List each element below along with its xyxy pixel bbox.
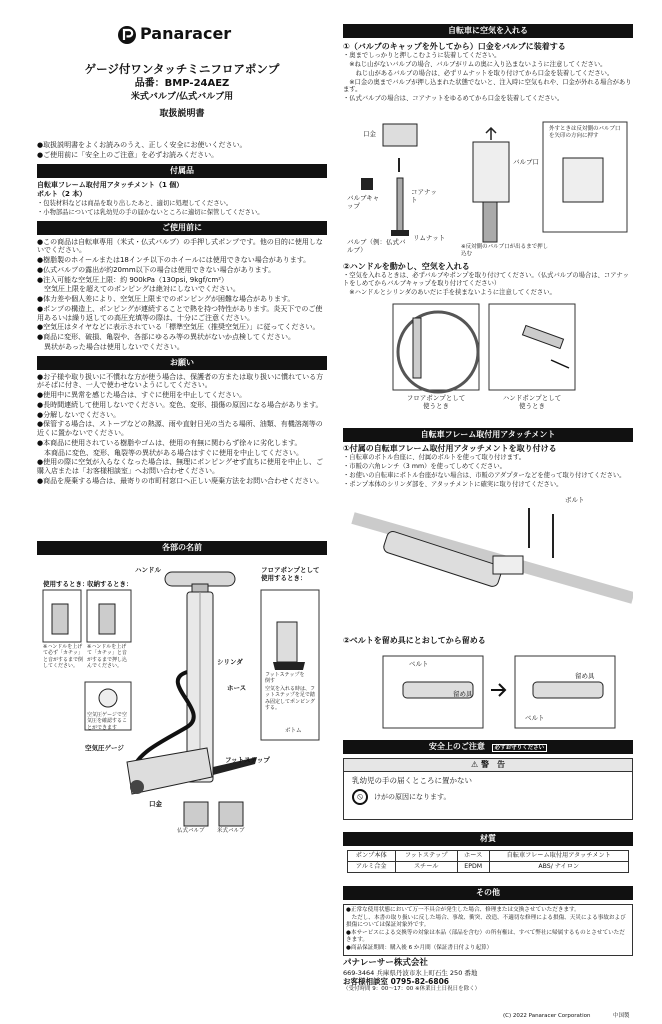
accessory-note: ・小物部品については乳幼児の手の届かないところに適切に保管してください。 (37, 208, 264, 216)
inflate-step2: ②ハンドルを動かし、空気を入れる (343, 262, 470, 271)
inflate-note: ・仏式バルブの場合は、コアナットをゆるめてから口金を装着してください。 (343, 95, 564, 103)
warning-line2-row (344, 787, 632, 807)
attach-step1: ①付属の自転車フレーム取付用アタッチメントを取り付ける (343, 444, 557, 453)
company-name: パナレーサー株式会社 (343, 958, 428, 968)
other-box (343, 904, 633, 956)
note-gauge: 空気圧ゲージで空気圧を確認することができます (87, 712, 128, 731)
material-col: 自転車フレーム取付用アタッチメント (489, 851, 629, 862)
parts-header: 各部の名前 (37, 541, 327, 555)
material-value: スチール (395, 861, 457, 872)
before-use-item: ●樹脂製のホイールまたは18インチ以下のホイールには使用できない場合があります。 (37, 256, 311, 265)
request-item: ●商品を廃棄する場合は、最寄りの市町村窓口へ正しい廃棄方法をお問い合わせください。 (37, 476, 324, 485)
request-item: ●保管する場合は、ストーブなどの熱源、雨や直射日光の当たる場所、油類、有機溶剤等の近くに置かないでください。 (37, 420, 323, 438)
warning-label: 警 告 (480, 760, 505, 769)
panaracer-logo-icon (118, 25, 136, 45)
before-use-item: ●空気圧はタイヤなどに表示されている「標準空気圧（推奨空気圧）」に従ってください。 (37, 323, 320, 332)
request-item: ●使用の際に空気が入らなくなった場合は、無理にポンピングせず直ちに使用を中止し、ご購入店または「お客様相談室」へお問い合わせください。 (37, 458, 323, 476)
inflate-step2-note: ※ハンドルとシリンダのあいだに手を挟まないように注意してください。 (343, 288, 556, 296)
prohibited-icon: ⦸ (352, 789, 368, 805)
brand-logo (118, 24, 248, 46)
accessories-header: 付属品 (37, 164, 327, 178)
label-floor-use: フロアポンプとして使用するとき： (261, 566, 320, 583)
copyright: (C) 2022 Panaracer Corporation (503, 1013, 591, 1019)
note-handle-up: ※ハンドルを上げて必ず「カチッ」と音がするまで倒してください。 (43, 644, 84, 669)
fig-flip-note: 外すときは反対側のバルブ口を矢印の方向に押す (549, 126, 621, 139)
requests-header: お願い (37, 356, 327, 370)
label-footstep: フットステップ (225, 756, 270, 764)
warning-box (343, 758, 633, 820)
note-handle-down: ※ハンドルを上げて「カチッ」と音がするまで押し込んでください。 (87, 644, 128, 669)
safety-tag: 必ずお守りください (492, 744, 548, 752)
safety-header (343, 740, 633, 754)
valve-diagram (343, 118, 633, 260)
label-cylinder: シリンダ (217, 658, 243, 666)
before-use-item: ●ポンプの構造上、ポンピングが連続することで熱を持つ特性があります。炎天下でのご使用あるいは繰り返しての高圧充填等の際は、十分にご注意ください。 (37, 304, 323, 322)
inflate-note: ・奥までしっかりと押しこむように装着してください。 (343, 52, 501, 59)
before-use-item: ●体力差や個人差により、空気圧上限までのポンピングが困難な場合があります。 (37, 295, 295, 304)
company-hours (343, 986, 633, 993)
company-address: 669-3464 兵庫県丹波市氷上町石生 250 番地 (343, 968, 478, 977)
note-floor: 空気を入れる時は、フットステップを足で踏み固定してポンピングする。 (265, 686, 316, 711)
request-item: ●分解しないでください。 (37, 410, 121, 419)
valve-types: 米式バルブ/仏式バルブ用 (130, 91, 234, 102)
label-hose: ホース (227, 684, 247, 692)
before-use-item: ●注入可能な空気圧上限：約 900kPa（130psi, 9kgf/cm²） (37, 275, 229, 284)
fig-rim-nut: リムナット (413, 234, 446, 242)
warning-line2: けがの原因になります。 (374, 793, 451, 801)
label-in-use: 使用するとき： (43, 580, 89, 588)
inflate-step1: ①（バルブのキャップを外してから）口金をバルブに装着する (343, 42, 566, 51)
warning-title (344, 759, 632, 772)
request-item: ●本商品に使用されている樹脂やゴムは、使用の有無に関わらず徐々に劣化します。 (37, 438, 302, 447)
request-item: 本商品に変色、変形、亀裂等の異状がある場合はすぐに使用を中止してください。 (37, 448, 303, 457)
material-col: フットステップ (395, 851, 457, 862)
fig-mouthpiece: 口金 (363, 130, 376, 138)
fig-valve-cap: バルブキャップ (347, 194, 380, 211)
label-belt-2: ベルト (525, 714, 545, 722)
pumping-diagram (343, 302, 633, 422)
material-col: ポンプ本体 (348, 851, 396, 862)
manual-title: 取扱説明書 (159, 109, 205, 120)
pumping-illustration (343, 302, 633, 422)
attach-step2: ②ベルトを留め具にとおしてから留める (343, 636, 486, 645)
warning-icon: ⚠ (471, 760, 479, 769)
material-col: ホース (457, 851, 489, 862)
warning-line1: 乳幼児の手の届くところに置かない (352, 776, 472, 785)
before-use-header: ご使用前に (37, 221, 327, 235)
before-use-item: 異状があった場合は使用しないでください。 (37, 342, 184, 351)
fig-valve-example: バルブ（例：仏式バルブ） (347, 238, 406, 255)
label-stored: 収納するとき： (87, 580, 133, 588)
fig-core-nut: コアナット (411, 188, 437, 205)
company-tel: お客様相談室 0795-82-6806 (343, 976, 450, 986)
request-item: ●お子様や取り扱いに不慣れな方が使う場合は、保護者の方または取り扱いに慣れている方がそばに付き、一人で使わせないようにしてください。 (37, 372, 324, 390)
brand-name: Panaracer (140, 24, 232, 43)
safety-title: 安全上のご注意 (428, 742, 485, 751)
inflate-note: ※ねじ山がないバルブの場合、バルブがリムの奥に入り込まないように注意してください。 (343, 60, 607, 68)
material-value: EPDM (457, 861, 489, 872)
inflate-step2-note: ・空気を入れるときは、必ずバルブやポンプを取り付けてください。（仏式バルブの場合は、コアナットをしめてからバルブキャップを取り付けてください） (343, 272, 629, 287)
material-header: 材質 (343, 832, 633, 846)
intro-line: ●取扱説明書をよくお読みのうえ、正しく安全にお使いください。 (37, 141, 247, 149)
belt-diagram (343, 652, 633, 732)
label-footstep-out: フットステップを倒す (265, 672, 305, 685)
attach-illustration (343, 488, 633, 630)
fig-reverse-note: ※反対側のバルブ口が出るまで押し込む (461, 244, 549, 257)
material-value: ABS/ ナイロン (489, 861, 629, 872)
attach-header: 自転車フレーム取付用アタッチメント (343, 428, 633, 442)
label-bolt: ボルト (565, 496, 585, 504)
label-us-valve: 米式バルブ (217, 828, 245, 834)
company-block (343, 958, 633, 1019)
label-handle: ハンドル (135, 566, 161, 574)
label-fr-valve: 仏式バルブ (177, 828, 205, 834)
label-clasp-2: 留め具 (575, 672, 595, 680)
attach-note: ・市販の六角レンチ（3 mm）を使ってしめてください。 (343, 462, 506, 470)
attach-note: ・自転車のボトル台座に、付属のボルトを使って取り付けます。 (343, 454, 526, 461)
attach-note: ・お使いの自転車にボトル台座がない場合は、市販のアダプターなどを使って取り付けてください。 (343, 471, 626, 479)
inflate-note: ※口金の奥までバルブが押し込まれた状態でないと、注入時に空気もれや、口金が外れる場合があります。 (343, 78, 632, 94)
accessory-note: ・包装材料などは商品を取り出したあと、適切に処理してください。 (37, 200, 233, 207)
label-belt: ベルト (409, 660, 429, 668)
other-item: ●正常な使用状態において万一不具合が発生した場合、修理または交換させていただきます。 (346, 907, 580, 913)
hours-text: （受付時間 9：00〜17：00 ※休業日土日祝日を除く） (343, 986, 481, 993)
request-item: ●使用中に異常を感じた場合は、すぐに使用を中止してください。 (37, 391, 247, 400)
before-use-item: ●仏式バルブの露出が約20mm以下の場合は使用できない場合があります。 (37, 265, 276, 274)
inflate-note: ねじ山があるバルブの場合は、必ずリムナットを取り付けてから口金を装着してください。 (343, 69, 614, 77)
country-origin: 中国製 (613, 1013, 630, 1019)
parts-diagram (37, 562, 327, 842)
accessory-item: 自転車フレーム取付用アタッチメント（1 個） (37, 180, 184, 189)
label-bottom: ボトム (285, 728, 302, 734)
label-clasp: 留め具 (453, 690, 473, 698)
model-number: 品番：BMP-24AEZ (134, 78, 230, 90)
before-use-item: ●商品に変形、破損、亀裂や、各部にゆるみ等の異状がないか点検してください。 (37, 333, 295, 342)
intro-line: ●ご使用前に「安全上のご注意」を必ずお読みください。 (37, 150, 219, 159)
request-item: ●長時間連続して使用しないでください。変色、変形、損傷の原因になる場合があります。 (37, 400, 323, 409)
other-item: ただし、本書の取り扱いに反した場合、事故、衝突、改造、不適切な修理による損傷、天災による事故および損傷については保証対象外です。 (346, 914, 626, 928)
attach-diagram (343, 488, 633, 630)
caption-floor: フロアポンプとして使うとき (406, 394, 466, 411)
attach-note: ・ポンプ本体のシリンダ部を、アタッチメントに確実に取り付けてください。 (343, 480, 563, 488)
other-header: その他 (343, 886, 633, 900)
label-mouthpiece: 口金 (149, 800, 162, 808)
other-item: ●本サービスによる交換等の対象は本品（部品を含む）の所有権は、すべて弊社に帰属するものとさせていただきます。 (346, 929, 625, 943)
before-use-item: 空気圧上限を超えてのポンピングは絶対にしないでください。 (37, 285, 240, 294)
caption-hand: ハンドポンプとして使うとき (502, 394, 562, 411)
page-title: ゲージ付ワンタッチミニフロアポンプ (84, 62, 280, 76)
material-value: アルミ合金 (348, 861, 396, 872)
other-item: ●商品保証期間：購入後 6 か月間（保証書日付より起算） (346, 944, 493, 951)
label-gauge: 空気圧ゲージ (85, 744, 124, 752)
material-value-row (348, 861, 629, 872)
fig-valve-port: バルブ口 (513, 158, 539, 166)
before-use-item: ●この商品は自転車専用（米式・仏式バルブ）の手押し式ポンプです。他の目的に使用しないでください。 (37, 237, 323, 255)
accessory-item: ボルト（2 本） (37, 190, 87, 199)
material-header-row (348, 851, 629, 862)
belt-illustration (343, 652, 633, 732)
inflate-header: 自転車に空気を入れる (343, 24, 633, 38)
material-table (347, 850, 629, 873)
